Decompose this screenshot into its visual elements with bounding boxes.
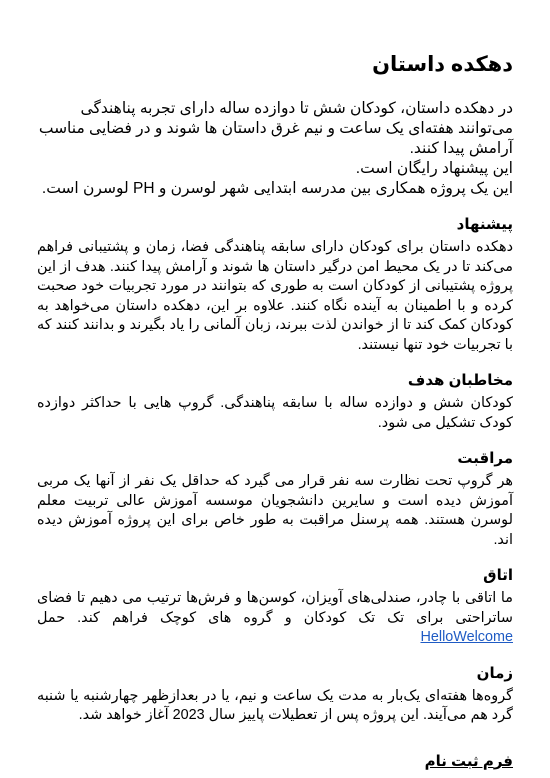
section-heading-offer: پیشنهاد bbox=[456, 216, 513, 234]
section-text-audience: کودکان شش و دوازده ساله با سابقه پناهندگی. گروپ هایی با حداکثر دوازده کودک تشکیل می شود. bbox=[37, 395, 513, 431]
section-heading-audience: مخاطبان هدف bbox=[407, 372, 513, 390]
section-text-offer: دهکده داستان برای کودکان دارای سابقه پناهندگی فضا، زمان و پشتیبانی فراهم می‌کند تا در یک محیط امن درگیر داستان ها شوند و آرامش پیدا کنند. هدف از این پروژه پشتیبانی از کودکان است به طوری که بتوانند در مورد تجربیات خود صحبت کرده و با اطمینان به آینده نگاه کنند. علاوه بر این، دهکده داستان می‌خواهد به کودکان کمک کند تا از خواندن لذت ببرند، زبان آلمانی را یاد بگیرند و بدانند کنند که با تجربیات خود تنها نیستند. bbox=[37, 239, 513, 353]
page-title: دهکده داستان bbox=[372, 53, 513, 76]
section-heading-room: اتاق bbox=[483, 567, 513, 585]
section-heading-time: زمان bbox=[476, 664, 513, 682]
section-time bbox=[37, 664, 513, 726]
hellowelcome-link[interactable]: HelloWelcome bbox=[420, 629, 513, 646]
registration-form-title[interactable]: فرم ثبت نام bbox=[424, 752, 513, 770]
intro-paragraph: در دهکده داستان، کودکان شش تا دوازده ساله دارای تجربه پناهندگی می‌توانند هفته‌ای یک ساعت و نیم غرق داستان ها شوند و در فضایی مناسب آرامش پیدا کنند. bbox=[38, 100, 513, 158]
section-audience bbox=[37, 371, 513, 433]
section-heading-care: مراقبت bbox=[457, 450, 513, 468]
section-room bbox=[37, 566, 513, 648]
section-text-care: هر گروپ تحت نظارت سه نفر قرار می گیرد که حداقل یک نفر از آنها یک مربی آموزش دیده است و سایرین دانشجویان موسسه آموزش عالی تربیت معلم لوسرن هستند. همه پرسنل مراقبت به طور خاص برای این پروژه آموزش دیده اند. bbox=[37, 473, 513, 548]
section-care bbox=[37, 449, 513, 550]
intro-free-note: این پیشنهاد رایگان است. bbox=[355, 160, 513, 178]
section-text-room bbox=[37, 589, 513, 648]
intro-partnership: این یک پروژه همکاری بین مدرسه ابتدایی شهر لوسرن و PH لوسرن است. bbox=[41, 180, 513, 198]
section-offer bbox=[37, 215, 513, 355]
room-text: ما اتاقی با چادر، صندلی‌های آویزان، کوسن‌ها و فرش‌ها ترتیب می دهیم تا فضای ساتراحتی برای تک تک کودکان و گروه های کوچک فراهم کند. حمل bbox=[37, 590, 513, 626]
section-text-time: گروه‌ها هفته‌ای یک‌بار به مدت یک ساعت و نیم، یا در بعدازظهر چهارشنبه یا شنبه گرد هم می‌آیند. این پروژه پس از تعطیلات پاییز سال 2023 آغاز خواهد شد. bbox=[37, 687, 513, 724]
intro-block bbox=[37, 99, 513, 199]
